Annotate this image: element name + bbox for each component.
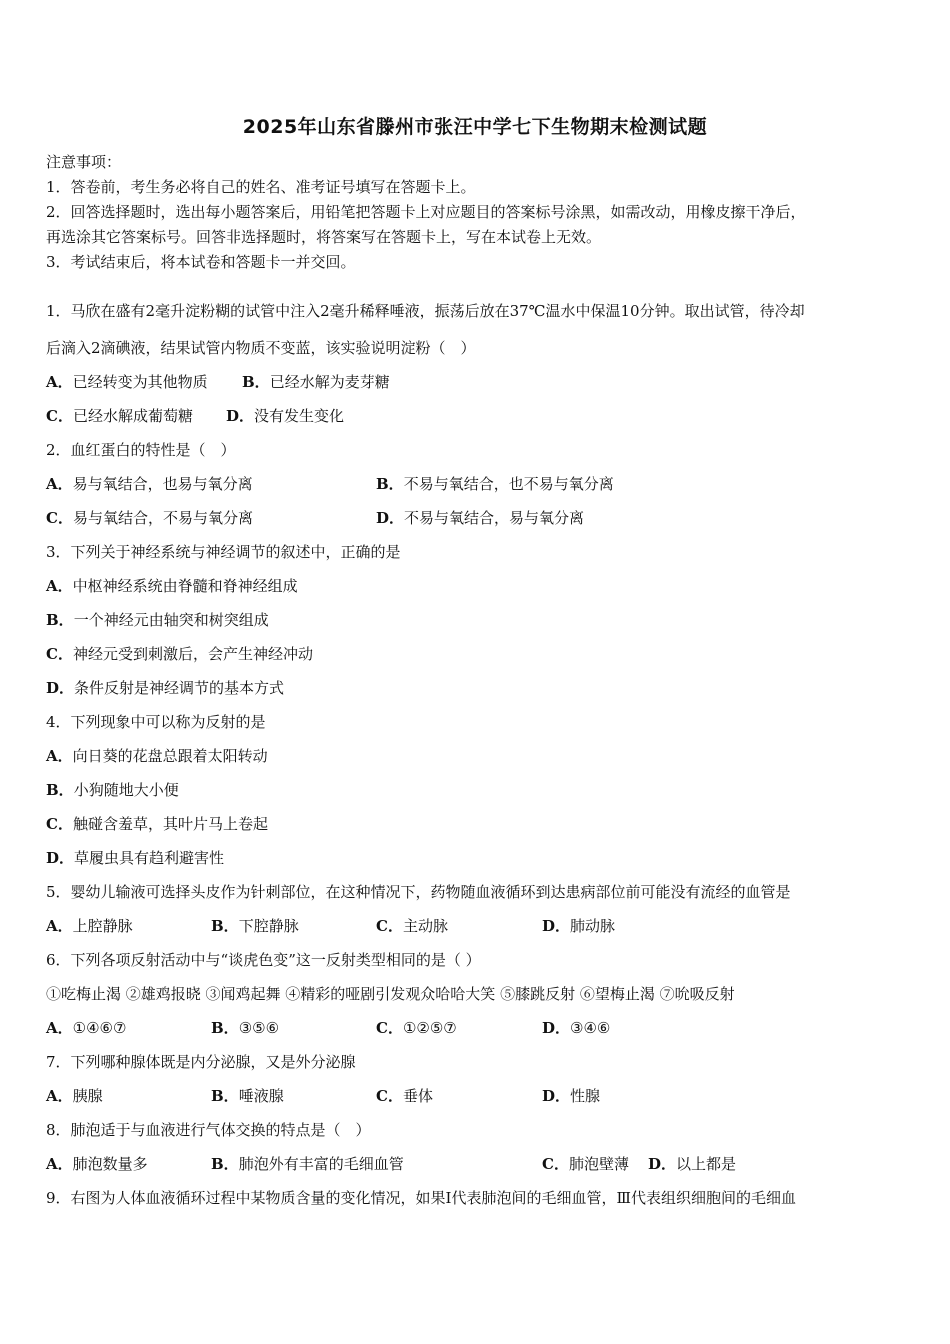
- q5-option-d: [542, 916, 615, 936]
- option-text: 已经水解为麦芽糖: [269, 373, 390, 391]
- option-label: C．: [46, 815, 73, 833]
- q7-option-d: [542, 1086, 600, 1106]
- option-text: 没有发生变化: [254, 407, 345, 425]
- option-label: D．: [376, 509, 405, 527]
- option-text: 神经元受到刺激后，会产生神经冲动: [72, 645, 313, 663]
- option-text: 触碰含羞草，其叶片马上卷起: [72, 815, 268, 833]
- q3-option-c: [46, 644, 313, 664]
- q7-option-b: [211, 1086, 284, 1106]
- notice-item: 2．回答选择题时，选出每小题答案后，用铅笔把答题卡上对应题目的答案标号涂黑，如需改动，用橡皮擦干净后，: [46, 203, 806, 221]
- question-6-list: ①吃梅止渴 ②雄鸡报晓 ③闻鸡起舞 ④精彩的哑剧引发观众哈哈大笑 ⑤膝跳反射 ⑥望梅止渴 ⑦吮吸反射: [46, 985, 735, 1003]
- q1-option-b: [242, 372, 390, 392]
- option-label: D．: [46, 679, 75, 697]
- option-text: 肺泡壁薄: [568, 1155, 629, 1173]
- option-label: C．: [46, 645, 73, 663]
- notice-heading: 注意事项：: [46, 153, 122, 171]
- question-5-stem: 5．婴幼儿输液可选择头皮作为针刺部位，在这种情况下，药物随血液循环到达患病部位前可能没有流经的血管是: [46, 883, 791, 901]
- option-label: C．: [46, 509, 73, 527]
- option-label: A．: [46, 747, 73, 765]
- q3-option-d: [46, 678, 284, 698]
- question-1-stem-cont: 后滴入2滴碘液，结果试管内物质不变蓝，该实验说明淀粉（ ）: [46, 339, 476, 357]
- option-text: 肺泡外有丰富的毛细血管: [238, 1155, 404, 1173]
- question-7-stem: 7．下列哪种腺体既是内分泌腺，又是外分泌腺: [46, 1053, 356, 1071]
- q5-option-a: [46, 916, 133, 936]
- q8-option-b: [211, 1154, 404, 1174]
- q6-option-b: [211, 1018, 279, 1038]
- option-label: B．: [46, 611, 74, 629]
- q8-option-d: [648, 1154, 736, 1174]
- option-label: B．: [211, 1019, 239, 1037]
- option-text: 胰腺: [72, 1087, 103, 1105]
- option-label: B．: [242, 373, 270, 391]
- q1-option-c: [46, 406, 193, 426]
- question-6-stem: 6．下列各项反射活动中与“谈虎色变”这一反射类型相同的是（ ）: [46, 951, 481, 969]
- option-label: D．: [648, 1155, 677, 1173]
- option-text: 主动脉: [402, 917, 448, 935]
- option-label: B．: [46, 781, 74, 799]
- option-text: 一个神经元由轴突和树突组成: [73, 611, 269, 629]
- option-label: B．: [211, 1155, 239, 1173]
- option-text: 小狗随地大小便: [73, 781, 179, 799]
- q1-option-d: [226, 406, 344, 426]
- question-9-stem: 9．右图为人体血液循环过程中某物质含量的变化情况，如果Ⅰ代表肺泡间的毛细血管，Ⅲ代表组织细胞间的毛细血: [46, 1189, 796, 1207]
- option-label: A．: [46, 1087, 73, 1105]
- option-label: B．: [211, 1087, 239, 1105]
- option-text: 肺泡数量多: [72, 1155, 148, 1173]
- option-label: A．: [46, 577, 73, 595]
- q3-option-a: [46, 576, 298, 596]
- option-text: 条件反射是神经调节的基本方式: [74, 679, 285, 697]
- question-3-stem: 3．下列关于神经系统与神经调节的叙述中，正确的是: [46, 543, 401, 561]
- q3-option-b: [46, 610, 269, 630]
- notice-item: 3．考试结束后，将本试卷和答题卡一并交回。: [46, 253, 356, 271]
- option-label: A．: [46, 917, 73, 935]
- option-text: 不易与氧结合，易与氧分离: [404, 509, 585, 527]
- option-text: 唾液腺: [238, 1087, 284, 1105]
- q6-option-a: [46, 1018, 126, 1038]
- question-4-stem: 4．下列现象中可以称为反射的是: [46, 713, 266, 731]
- option-text: 肺动脉: [570, 917, 616, 935]
- option-text: ①②⑤⑦: [402, 1019, 457, 1037]
- option-text: 易与氧结合，不易与氧分离: [72, 509, 253, 527]
- option-text: 已经转变为其他物质: [72, 373, 208, 391]
- option-label: D．: [542, 1019, 571, 1037]
- q4-option-c: [46, 814, 268, 834]
- option-text: 下腔静脉: [238, 917, 299, 935]
- option-label: B．: [211, 917, 239, 935]
- q2-option-b: [376, 474, 614, 494]
- option-label: D．: [46, 849, 75, 867]
- q8-option-a: [46, 1154, 148, 1174]
- q2-option-a: [46, 474, 253, 494]
- option-text: ③④⑥: [570, 1019, 611, 1037]
- q8-option-c: [542, 1154, 629, 1174]
- option-label: C．: [376, 1087, 403, 1105]
- page-title: 2025年山东省滕州市张汪中学七下生物期末检测试题: [242, 116, 708, 138]
- q4-option-b: [46, 780, 179, 800]
- notice-item: 1．答卷前，考生务必将自己的姓名、准考证号填写在答题卡上。: [46, 178, 476, 196]
- q2-option-c: [46, 508, 253, 528]
- option-text: 上腔静脉: [72, 917, 133, 935]
- option-text: ③⑤⑥: [238, 1019, 280, 1037]
- q7-option-a: [46, 1086, 103, 1106]
- option-label: B．: [376, 475, 404, 493]
- option-label: D．: [542, 1087, 571, 1105]
- option-label: A．: [46, 475, 73, 493]
- option-text: 易与氧结合，也易与氧分离: [72, 475, 253, 493]
- option-text: 中枢神经系统由脊髓和脊神经组成: [72, 577, 298, 595]
- option-text: 垂体: [402, 1087, 433, 1105]
- option-label: C．: [376, 917, 403, 935]
- option-label: C．: [46, 407, 73, 425]
- option-text: 已经水解成葡萄糖: [72, 407, 193, 425]
- q4-option-d: [46, 848, 224, 868]
- q2-option-d: [376, 508, 584, 528]
- option-text: 草履虫具有趋利避害性: [74, 849, 225, 867]
- question-2-stem: 2．血红蛋白的特性是（ ）: [46, 441, 236, 459]
- option-label: C．: [542, 1155, 569, 1173]
- option-label: A．: [46, 1155, 73, 1173]
- option-text: 以上都是: [676, 1155, 737, 1173]
- q6-option-c: [376, 1018, 457, 1038]
- option-text: 向日葵的花盘总跟着太阳转动: [72, 747, 268, 765]
- option-label: D．: [226, 407, 255, 425]
- q5-option-c: [376, 916, 448, 936]
- q5-option-b: [211, 916, 299, 936]
- q1-option-a: [46, 372, 208, 392]
- notice-item: 再选涂其它答案标号。回答非选择题时，将答案写在答题卡上，写在本试卷上无效。: [46, 228, 602, 246]
- option-label: A．: [46, 373, 73, 391]
- option-label: A．: [46, 1019, 73, 1037]
- question-8-stem: 8．肺泡适于与血液进行气体交换的特点是（ ）: [46, 1121, 371, 1139]
- q7-option-c: [376, 1086, 433, 1106]
- option-text: 不易与氧结合，也不易与氧分离: [403, 475, 614, 493]
- option-text: 性腺: [570, 1087, 601, 1105]
- question-1-stem: 1．马欣在盛有2毫升淀粉糊的试管中注入2毫升稀释唾液，振荡后放在37℃温水中保温10分钟。取出试管，待冷却: [46, 302, 805, 320]
- q6-option-d: [542, 1018, 610, 1038]
- option-label: D．: [542, 917, 571, 935]
- option-text: ①④⑥⑦: [72, 1019, 127, 1037]
- q4-option-a: [46, 746, 268, 766]
- option-label: C．: [376, 1019, 403, 1037]
